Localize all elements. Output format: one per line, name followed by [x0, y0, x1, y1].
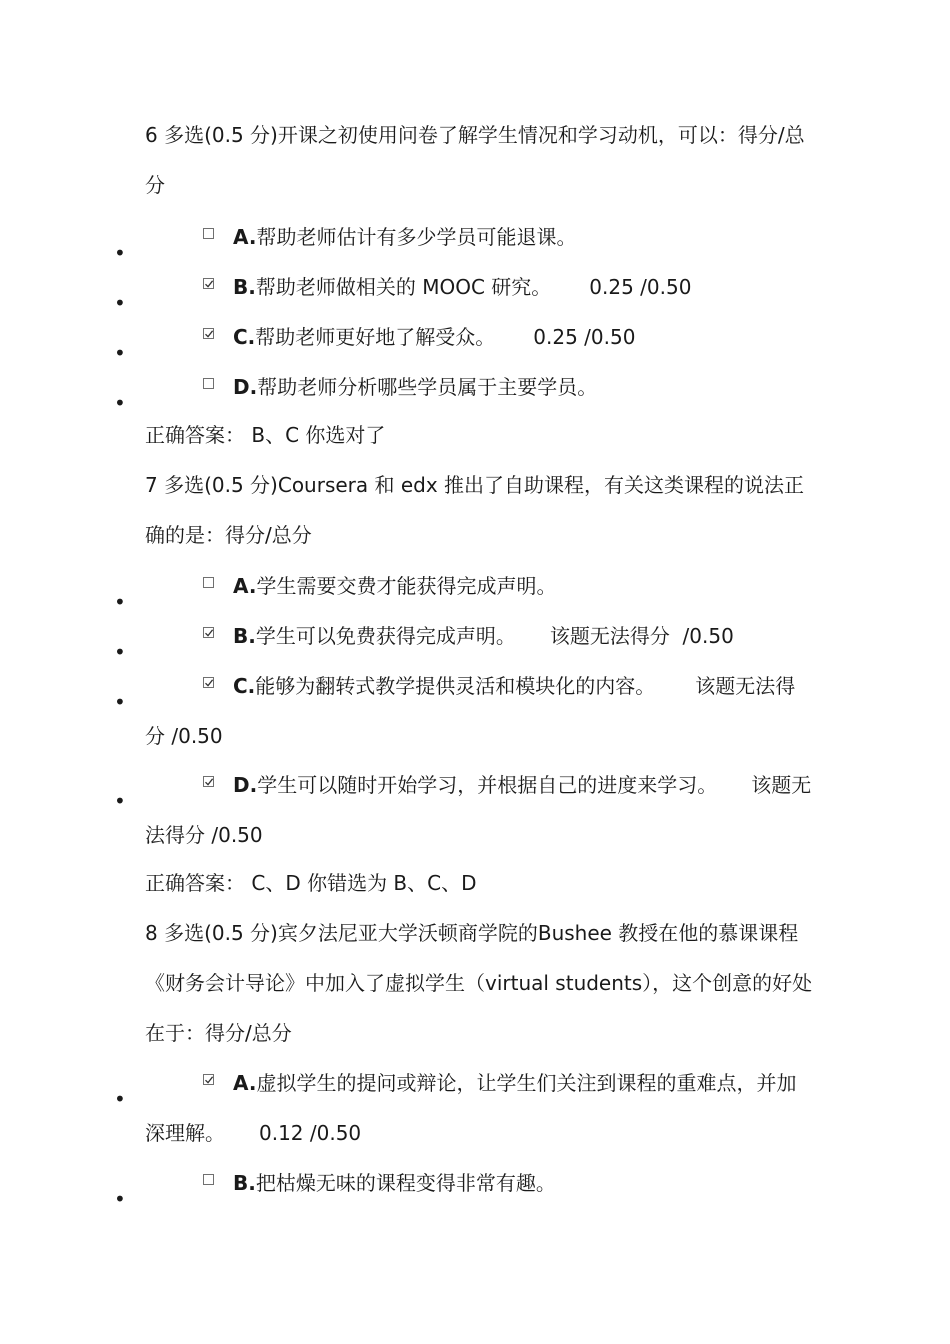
option-label: 把枯燥无味的课程变得非常有趣。 — [255, 1171, 556, 1195]
question-8-title: 8 多选(0.5 分)宾夕法尼亚大学沃顿商学院的Bushee 教授在他的慕课课程《财务会计导论》中加入了虚拟学生（virtual students），这个创意的好处在于：得分/总分 — [145, 921, 813, 1045]
option-score: 该题无法得分 /0.50 — [549, 624, 734, 648]
option-score: 该题无法得分 /0.50 — [145, 674, 796, 748]
option-label: 虚拟学生的提问或辩论，让学生们关注到课程的重难点，并加深理解。 — [145, 1071, 797, 1145]
bullet-icon: • — [114, 391, 126, 415]
bullet-icon: • — [114, 1087, 126, 1111]
bullet-icon: • — [114, 640, 126, 664]
option-letter: A. — [233, 225, 257, 249]
option-score: 0.25 /0.50 — [589, 275, 692, 299]
option-text — [145, 611, 815, 661]
option-letter: A. — [233, 1071, 257, 1095]
option-label: 学生可以免费获得完成声明。 — [255, 624, 516, 648]
option-letter: D. — [233, 375, 258, 399]
option-text — [145, 312, 815, 362]
option-text — [145, 760, 815, 860]
option-letter: D. — [233, 773, 258, 797]
option-score: 0.12 /0.50 — [259, 1121, 362, 1145]
option-text — [145, 212, 815, 262]
option-label: 帮助老师估计有多少学员可能退课。 — [256, 225, 577, 249]
option-letter: B. — [233, 275, 256, 299]
option-text — [145, 1158, 815, 1208]
option-label: 学生需要交费才能获得完成声明。 — [256, 574, 557, 598]
option-text — [145, 262, 815, 312]
q6-correct-answer: 正确答案： B、C 你选对了 — [145, 423, 386, 447]
option-text — [145, 1058, 815, 1158]
option-score: 0.25 /0.50 — [533, 325, 636, 349]
bullet-icon: • — [114, 341, 126, 365]
option-label: 学生可以随时开始学习，并根据自己的进度来学习。 — [257, 773, 718, 797]
q7-correct-answer: 正确答案： C、D 你错选为 B、C、D — [145, 871, 477, 895]
bullet-icon: • — [114, 241, 126, 265]
option-text — [145, 661, 815, 761]
option-text — [145, 362, 815, 412]
question-7-title: 7 多选(0.5 分)Coursera 和 edx 推出了自助课程，有关这类课程的说法正确的是：得分/总分 — [145, 473, 805, 547]
bullet-icon: • — [114, 789, 126, 813]
option-score: 该题无法得分 /0.50 — [145, 773, 812, 847]
bullet-icon: • — [114, 690, 126, 714]
option-letter: A. — [233, 574, 257, 598]
option-letter: B. — [233, 1171, 256, 1195]
option-letter: C. — [233, 325, 256, 349]
option-letter: B. — [233, 624, 256, 648]
bullet-icon: • — [114, 590, 126, 614]
option-letter: C. — [233, 674, 256, 698]
option-label: 帮助老师做相关的 MOOC 研究。 — [255, 275, 552, 299]
option-label: 帮助老师分析哪些学员属于主要学员。 — [257, 375, 598, 399]
option-text — [145, 561, 815, 611]
bullet-icon: • — [114, 1187, 126, 1211]
bullet-icon: • — [114, 291, 126, 315]
question-6-title: 6 多选(0.5 分)开课之初使用问卷了解学生情况和学习动机，可以：得分/总分 — [145, 123, 805, 197]
option-label: 帮助老师更好地了解受众。 — [255, 325, 496, 349]
option-label: 能够为翻转式教学提供灵活和模块化的内容。 — [255, 674, 656, 698]
